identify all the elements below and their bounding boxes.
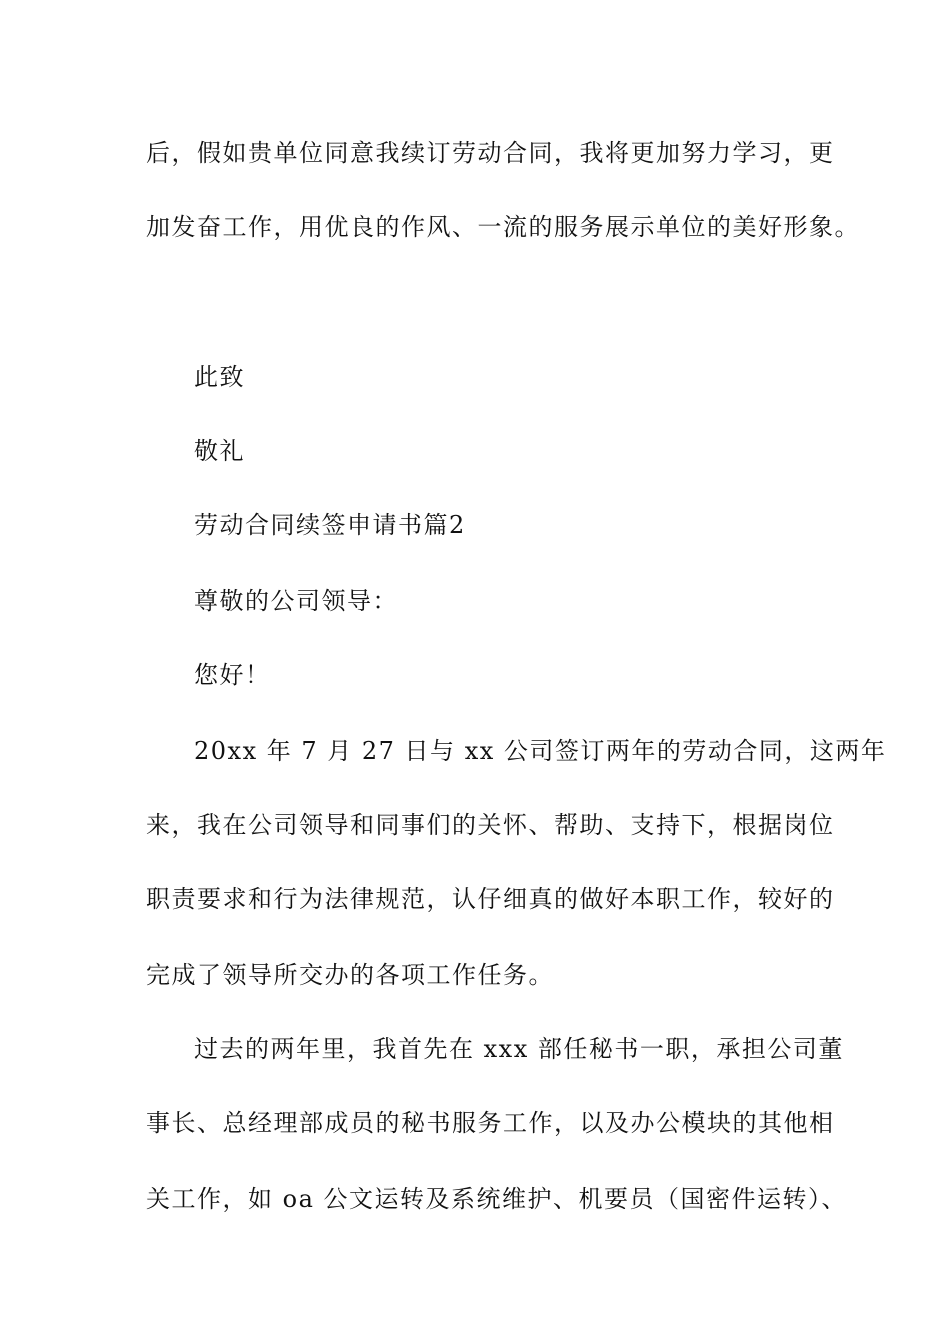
letter-hello: 您好！ [194,661,271,689]
paragraph-line: 加发奋工作，用优良的作风、一流的服务展示单位的美好形象。 [146,213,860,241]
paragraph-line: 20xx 年 7 月 27 日与 xx 公司签订两年的劳动合同，这两年 [194,737,887,765]
paragraph-line: 过去的两年里，我首先在 xxx 部任秘书一职，承担公司董 [194,1035,844,1063]
paragraph-line: 关工作，如 oa 公文运转及系统维护、机要员（国密件运转）、 [146,1185,848,1213]
section-heading: 劳动合同续签申请书篇2 [194,511,466,539]
paragraph-line: 职责要求和行为法律规范，认仔细真的做好本职工作，较好的 [146,885,835,913]
paragraph-line: 完成了领导所交办的各项工作任务。 [146,961,554,989]
closing-salutation: 此致 [194,363,245,391]
paragraph-line: 事长、总经理部成员的秘书服务工作，以及办公模块的其他相 [146,1109,835,1137]
paragraph-line: 来，我在公司领导和同事们的关怀、帮助、支持下，根据岗位 [146,811,835,839]
paragraph-line: 后，假如贵单位同意我续订劳动合同，我将更加努力学习，更 [146,139,835,167]
closing-regards: 敬礼 [194,437,245,465]
letter-greeting: 尊敬的公司领导： [194,587,398,615]
